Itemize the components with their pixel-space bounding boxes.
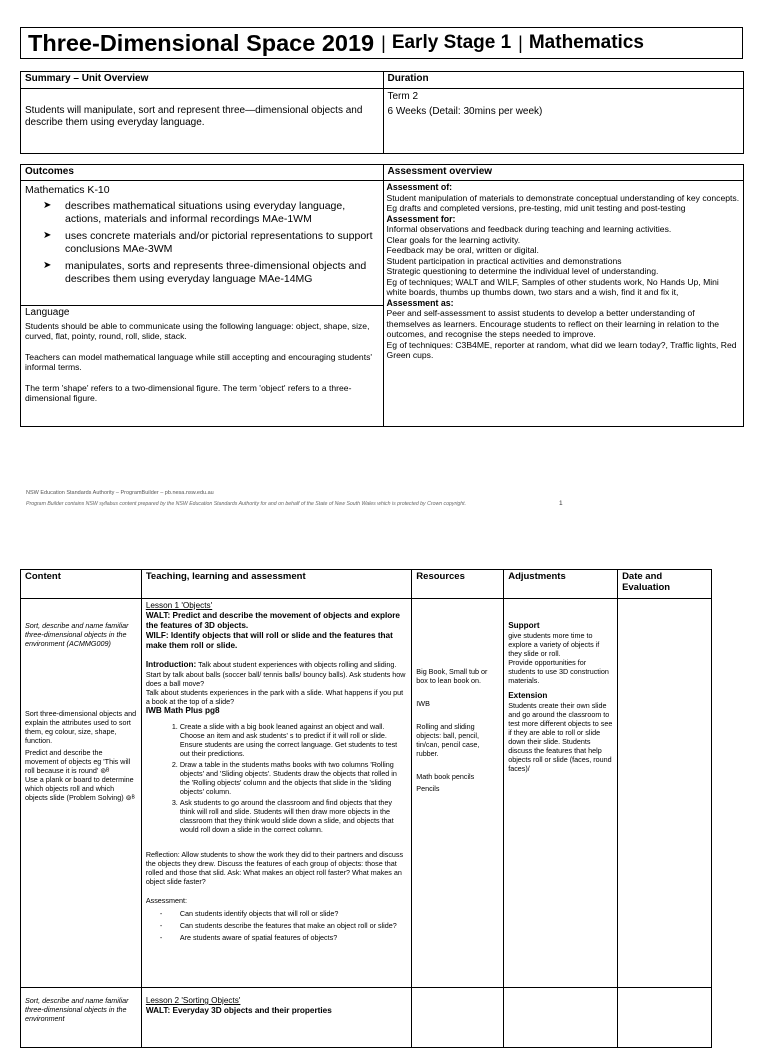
assessment-cell: [383, 181, 743, 427]
teaching-cell: [141, 599, 411, 988]
intro-label: Introduction:: [145, 660, 197, 669]
title-bar: [20, 27, 743, 59]
date-cell: [618, 988, 712, 1048]
assessment-for-heading: Assessment for:: [386, 213, 456, 224]
assessment-as-line: Eg of techniques: C3B4ME, reporter at random, what did we learn today?, Traffic lights, Red Green cups.: [386, 339, 737, 360]
title-stage: Early Stage 1: [391, 32, 512, 53]
content-table: [20, 569, 712, 1048]
content-text: Predict and describe the movement of objects eg 'This will roll because it is round' ⊚ᴮ: [25, 748, 131, 775]
extension-text: Students create their own slide and go around the classroom to test more different objects to see if they are able to roll or slide down their slide. Students discuss the features that help objects roll or slide (faces, round faces)/: [508, 701, 613, 773]
teaching-cell: [141, 988, 411, 1048]
resource-item: Big Book, Small tub or box to lean book on.: [416, 667, 488, 685]
content-text: Sort, describe and name familiar three-dimensional objects in the environment: [25, 996, 129, 1023]
page-number: 1: [559, 500, 563, 507]
duration-header: Duration: [383, 72, 744, 89]
footer-source: NSW Education Standards Authority – ProgramBuilder – pb.nesa.nsw.edu.au: [26, 490, 214, 496]
resource-item: Rolling and sliding objects: ball, pencil, tin/can, pencil case, rubber.: [416, 722, 480, 758]
content-text: Sort three-dimensional objects and explain the attributes used to sort them, eg colour, size, shape, function.: [25, 709, 137, 745]
assessment-question: - Can students identify objects that will roll or slide?: [160, 909, 407, 918]
assessment-label: Assessment:: [145, 896, 187, 905]
outcomes-cell: [21, 181, 384, 306]
page-title: Three-Dimensional Space 2019: [28, 29, 375, 56]
lesson-steps: [146, 722, 407, 834]
assessment-for-line: Clear goals for the learning activity.: [386, 234, 521, 245]
resources-cell: [412, 988, 504, 1048]
resources-header: Resources: [412, 570, 504, 599]
intro-text: Talk about students experiences in the park with a slide. What happens if you put a book at the top of a slide?: [145, 688, 404, 706]
outcome-list: [25, 200, 379, 285]
lesson-step: 3. Ask students to go around the classroom and find objects that they think will roll and slide. Students will then draw more objects in the classroom that they think would slide down a slide, and objects that would roll down a slide in the correct column.: [180, 798, 407, 834]
arrow-icon: ➤: [43, 200, 52, 211]
reflection-text: Reflection: Allow students to show the work they did to their partners and discuss the objects they drew. Discuss the features of each group of objects: those that rolled and those that slid. Ask: What makes an object roll faster? What makes an object slide faster?: [145, 850, 404, 886]
content-text: Sort, describe and name familiar three-dimensional objects in the environment (ACMMG009): [25, 621, 129, 648]
title-separator: |: [381, 32, 386, 53]
assessment-for-line: Eg of techniques; WALT and WILF, Samples of other students work, No Hands Up, Mini white boards, thumbs up thumbs down, two stars and a wish, find it and fix it,: [386, 276, 719, 297]
teaching-header: Teaching, learning and assessment: [141, 570, 411, 599]
lesson-step: 1. Create a slide with a big book leaned against an object and wall. Choose an item and ask students' s to predict if it will roll or slide. Ensure students are using the correct language. Get students to test out their predictions.: [180, 722, 407, 758]
assessment-of-heading: Assessment of:: [386, 182, 453, 192]
summary-text: Students will manipulate, sort and represent three—dimensional objects and describe them using everyday language.: [25, 105, 363, 128]
walt-text: WALT: Predict and describe the movement of objects and explore the features of 3D objects.: [145, 611, 400, 630]
date-cell: [618, 599, 712, 988]
assessment-question: - Can students describe the features that make an object roll or slide?: [160, 921, 407, 930]
walt-text: WALT: Everyday 3D objects and their properties: [145, 1006, 332, 1015]
date-header: Date and Evaluation: [618, 570, 712, 599]
language-text: The term 'shape' refers to a two-dimensional figure. The term 'object' refers to a three-dimensional figure.: [25, 382, 352, 403]
language-text: Students should be able to communicate using the following language: object, shape, size, curved, flat, pointy, round, roll, slide, stack.: [25, 320, 370, 341]
language-text: Teachers can model mathematical language while still accepting and encouraging students' informal terms.: [25, 351, 373, 372]
support-text: Provide opportunities for students to use 3D construction materials.: [508, 658, 609, 685]
resource-item: Math book pencils: [416, 772, 475, 781]
outcome-item: ➤ describes mathematical situations using everyday language, actions, materials and informal recordings MAe-1WM: [43, 200, 346, 225]
assessment-for-line: Student participation in practical activities and demonstrations: [386, 255, 622, 266]
support-heading: Support: [508, 621, 540, 630]
assessment-as-line: Peer and self-assessment to assist students to develop a better understanding of themselves as learners. Encourage students to reflect on their learning in relation to the outcomes, and recognise the steps needed to improve.: [386, 308, 720, 339]
outcomes-header: Outcomes: [21, 165, 384, 181]
content-header: Content: [21, 570, 142, 599]
assessment-of-line: Student manipulation of materials to demonstrate conceptual understanding of key concepts.: [386, 192, 740, 203]
language-cell: [21, 306, 384, 427]
assessment-of-line: Eg drafts and completed versions, pre-testing, mid unit testing and post-testing: [386, 203, 686, 213]
adjustments-cell: [504, 988, 618, 1048]
content-cell: [21, 599, 142, 988]
assessment-questions: [146, 909, 407, 942]
summary-table: [20, 71, 744, 154]
arrow-icon: ➤: [43, 230, 52, 241]
summary-cell: [21, 89, 384, 154]
support-text: give students more time to explore a variety of objects if they slide or roll.: [508, 631, 600, 658]
adjustments-header: Adjustments: [504, 570, 618, 599]
content-cell: [21, 988, 142, 1048]
lesson-title: Lesson 1 'Objects': [145, 601, 213, 610]
summary-header: Summary – Unit Overview: [21, 72, 384, 89]
outcomes-table: [20, 164, 744, 427]
language-heading: Language: [25, 307, 70, 318]
assessment-as-heading: Assessment as:: [386, 297, 454, 308]
duration-term: Term 2: [387, 91, 419, 102]
extension-heading: Extension: [508, 691, 548, 700]
lesson-title: Lesson 2 'Sorting Objects': [145, 996, 241, 1005]
syllabus-name: Mathematics K-10: [25, 184, 110, 196]
assessment-for-line: Informal observations and feedback during teaching and learning activities.: [386, 224, 672, 234]
iwb-reference: IWB Math Plus pg8: [145, 706, 220, 715]
arrow-icon: ➤: [43, 260, 52, 271]
intro-text: Talk about student experiences with objects rolling and sliding. Start by talk about balls (soccer ball/ tennis balls/ bouncy balls). Ask students how does a ball move?: [145, 660, 406, 688]
title-subject: Mathematics: [528, 32, 644, 53]
assessment-header: Assessment overview: [383, 165, 743, 181]
title-separator: |: [518, 32, 523, 53]
lesson-step: 2. Draw a table in the students maths books with two columns 'Rolling objects' and 'Sliding objects'. Students draw the objects that rolled in the 'Rolling objects' column and the objects that slide in the 'sliding objects' column.: [180, 760, 407, 796]
footer-copyright: Program Builder contains NSW syllabus content prepared by the NSW Education Standards Authority for and on behalf of the State of New South Wales which is protected by Crown copyright.: [26, 501, 467, 507]
resource-item: Pencils: [416, 784, 440, 793]
assessment-for-line: Strategic questioning to determine the individual level of understanding.: [386, 266, 659, 276]
resource-item: IWB: [416, 699, 430, 708]
wilf-text: WILF: Identify objects that will roll or slide and the features that make them roll or slide.: [145, 631, 393, 650]
adjustments-cell: [504, 599, 618, 988]
assessment-question: - Are students aware of spatial features of objects?: [160, 933, 407, 942]
assessment-for-line: Feedback may be oral, written or digital.: [386, 245, 539, 255]
outcome-item: ➤ manipulates, sorts and represents three-dimensional objects and describes them using everyday language MAe-14MG: [43, 260, 367, 285]
duration-cell: [383, 89, 744, 154]
resources-cell: [412, 599, 504, 988]
duration-weeks: 6 Weeks (Detail: 30mins per week): [387, 106, 543, 117]
content-text: Use a plank or board to determine which objects roll and which objects slide (Problem Solving) ⊚ᴮ: [25, 775, 135, 802]
outcome-item: ➤ uses concrete materials and/or pictorial representations to support conclusions MAe-3WM: [43, 230, 373, 255]
